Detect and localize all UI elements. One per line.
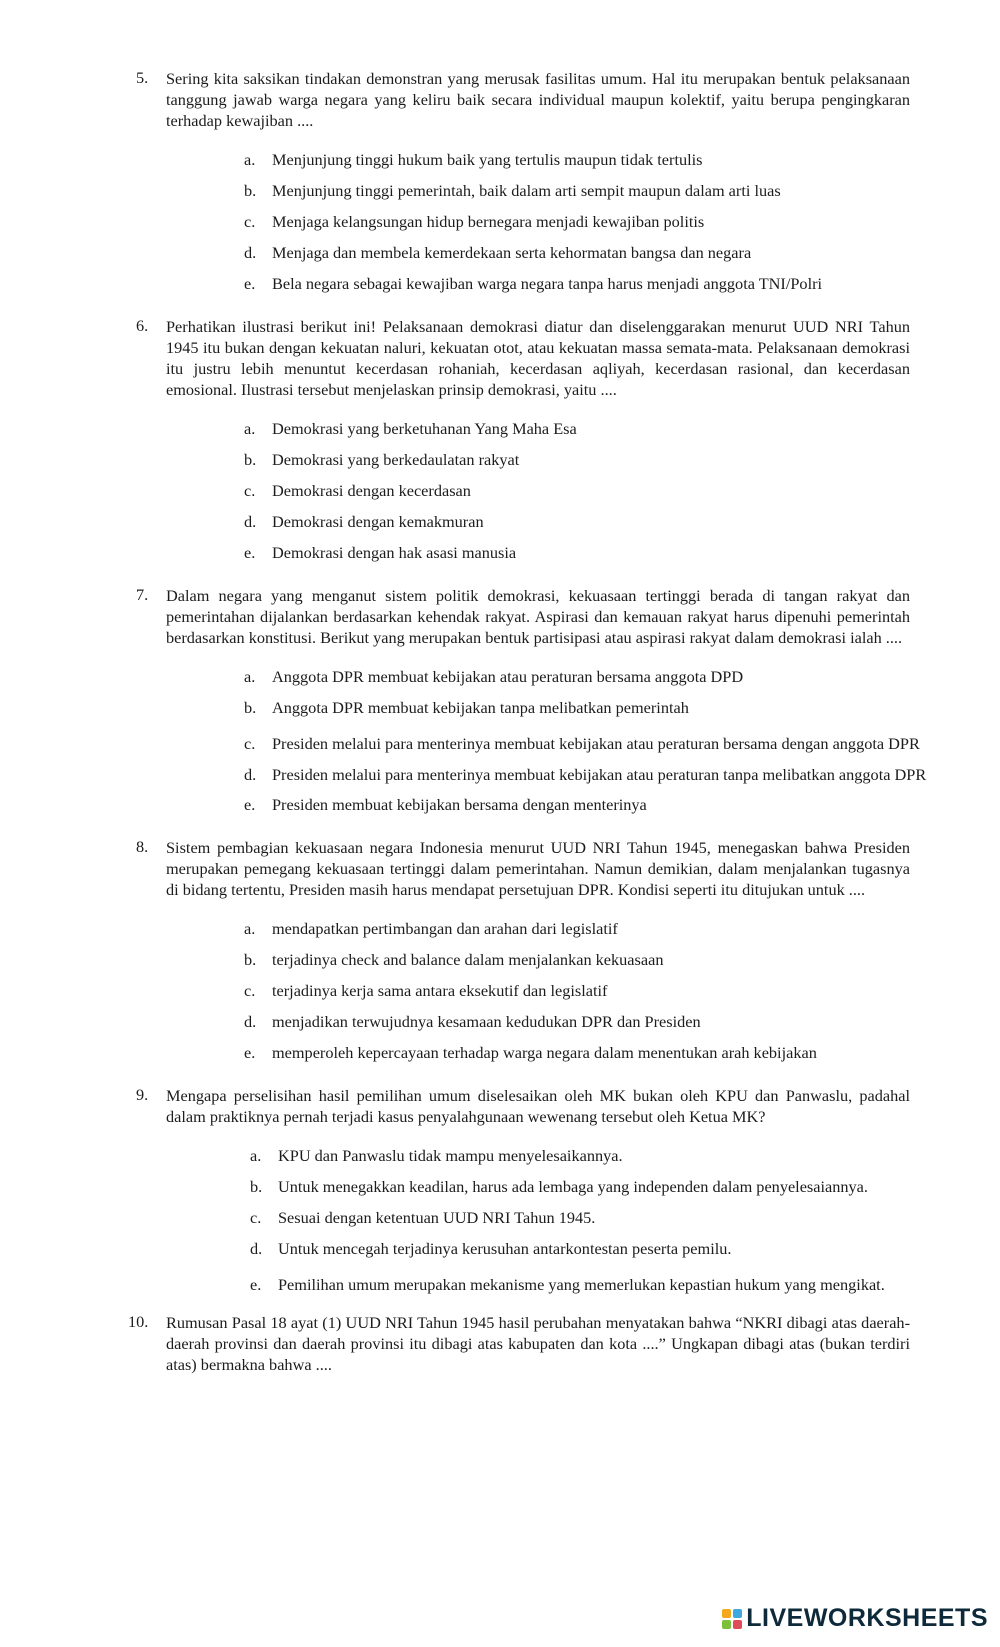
- option-letter: d.: [250, 1239, 263, 1258]
- option-e[interactable]: [244, 273, 940, 294]
- option-text: Untuk mencegah terjadinya kerusuhan antarkontestan peserta pemilu.: [278, 1239, 732, 1258]
- option-text: memperoleh kepercayaan terhadap warga negara dalam menentukan arah kebijakan: [272, 1043, 817, 1062]
- option-a[interactable]: [250, 1145, 940, 1166]
- logo-text: LIVEWORKSHEETS: [746, 1604, 988, 1632]
- option-text: Demokrasi dengan hak asasi manusia: [272, 543, 517, 562]
- question-10: [128, 1312, 910, 1375]
- option-letter: b.: [250, 1177, 263, 1196]
- options-list: [166, 149, 910, 294]
- question-text: Dalam negara yang menganut sistem politik demokrasi, kekuasaan tertinggi berada di tangan rakyat dan pemerintahan dijalankan berdasarkan kehendak rakyat. Aspirasi dan kemauan rakyat harus dipenuhi pemerintah berdasarkan konstitusi. Berikut yang merupakan bentuk partisipasi atau aspirasi rakyat dalam demokrasi ialah ....: [166, 586, 910, 647]
- option-letter: a.: [244, 919, 256, 938]
- option-a[interactable]: [244, 918, 940, 939]
- option-e[interactable]: [244, 1042, 940, 1063]
- options-list: [166, 918, 910, 1063]
- option-b[interactable]: [250, 1176, 940, 1197]
- option-letter: d.: [244, 243, 257, 262]
- option-d[interactable]: [244, 242, 940, 263]
- option-c[interactable]: [244, 728, 940, 759]
- option-letter: c.: [244, 212, 256, 231]
- option-c[interactable]: [244, 980, 940, 1001]
- option-e[interactable]: [250, 1269, 940, 1300]
- option-letter: e.: [250, 1275, 262, 1294]
- option-text: Demokrasi yang berkedaulatan rakyat: [272, 450, 520, 469]
- option-text: Sesuai dengan ketentuan UUD NRI Tahun 1945.: [278, 1208, 596, 1227]
- option-text: KPU dan Panwaslu tidak mampu menyelesaikannya.: [278, 1146, 623, 1165]
- option-letter: c.: [244, 734, 256, 753]
- option-text: Presiden membuat kebijakan bersama dengan menterinya: [272, 795, 647, 814]
- option-c[interactable]: [250, 1207, 940, 1228]
- question-7: [136, 585, 927, 825]
- option-letter: e.: [244, 795, 256, 814]
- question-number: 5.: [136, 68, 149, 87]
- liveworksheets-logo: [722, 1604, 988, 1633]
- option-text: Demokrasi dengan kemakmuran: [272, 512, 484, 531]
- option-letter: c.: [244, 981, 256, 1000]
- question-text: Perhatikan ilustrasi berikut ini! Pelaksanaan demokrasi diatur dan diselenggarakan menurut UUD NRI Tahun 1945 itu bukan dengan kekuatan naluri, kekuatan otot, atau kekuatan massa semata-mata. Pelaksanaan demokrasi itu justru lebih menuntut kecerdasan rohaniah, kecerdasan aqliyah, kecerdasan rasional, dan kecerdasan emosional. Ilustrasi tersebut menjelaskan prinsip demokrasi, yaitu ....: [166, 317, 910, 399]
- option-letter: b.: [244, 450, 257, 469]
- question-6: [138, 316, 910, 573]
- option-b[interactable]: [244, 949, 940, 970]
- question-number: 6.: [136, 316, 149, 335]
- option-a[interactable]: [244, 418, 940, 439]
- question-number: 7.: [136, 585, 149, 604]
- option-letter: e.: [244, 1043, 256, 1062]
- option-text: Anggota DPR membuat kebijakan tanpa melibatkan pemerintah: [272, 698, 689, 717]
- option-text: menjadikan terwujudnya kesamaan kedudukan DPR dan Presiden: [272, 1012, 701, 1031]
- option-text: Menjunjung tinggi hukum baik yang tertulis maupun tidak tertulis: [272, 150, 703, 169]
- option-text: Menjaga kelangsungan hidup bernegara menjadi kewajiban politis: [272, 212, 705, 231]
- question-text: Sering kita saksikan tindakan demonstran yang merusak fasilitas umum. Hal itu merupakan bentuk pelaksanaan tanggung jawab warga negara yang keliru baik secara individual maupun kolektif, yaitu berupa pengingkaran terhadap kewajiban ....: [166, 69, 910, 130]
- option-c[interactable]: [244, 211, 940, 232]
- option-text: Pemilihan umum merupakan mekanisme yang memerlukan kepastian hukum yang mengikat.: [278, 1275, 885, 1294]
- option-letter: b.: [244, 181, 257, 200]
- option-letter: c.: [250, 1208, 262, 1227]
- worksheet-document: [128, 68, 927, 1387]
- option-letter: d.: [244, 765, 257, 784]
- logo-tile: [733, 1620, 742, 1629]
- option-d[interactable]: [250, 1238, 940, 1259]
- question-5: [138, 68, 910, 304]
- option-b[interactable]: [244, 449, 940, 470]
- options-list: [166, 666, 927, 815]
- logo-tile: [733, 1609, 742, 1618]
- option-text: Demokrasi yang berketuhanan Yang Maha Esa: [272, 419, 577, 438]
- option-letter: c.: [244, 481, 256, 500]
- option-a[interactable]: [244, 149, 940, 170]
- question-9: [138, 1085, 910, 1300]
- option-letter: b.: [244, 698, 257, 717]
- option-e[interactable]: [244, 794, 940, 815]
- option-text: terjadinya check and balance dalam menjalankan kekuasaan: [272, 950, 664, 969]
- option-e[interactable]: [244, 542, 940, 563]
- option-d[interactable]: [244, 759, 940, 790]
- option-text: terjadinya kerja sama antara eksekutif dan legislatif: [272, 981, 608, 1000]
- option-letter: a.: [250, 1146, 262, 1165]
- option-text: Anggota DPR membuat kebijakan atau peraturan bersama anggota DPD: [272, 667, 744, 686]
- option-a[interactable]: [244, 666, 940, 687]
- logo-tile: [722, 1609, 731, 1618]
- question-text: Mengapa perselisihan hasil pemilihan umum diselesaikan oleh MK bukan oleh KPU dan Panwaslu, padahal dalam praktiknya pernah terjadi kasus penyalahgunaan wewenang tersebut oleh Ketua MK?: [166, 1086, 910, 1126]
- option-text: Bela negara sebagai kewajiban warga negara tanpa harus menjadi anggota TNI/Polri: [272, 274, 823, 293]
- option-text: Menjunjung tinggi pemerintah, baik dalam arti sempit maupun dalam arti luas: [272, 181, 781, 200]
- option-b[interactable]: [244, 180, 940, 201]
- option-letter: d.: [244, 1012, 257, 1031]
- option-text: Demokrasi dengan kecerdasan: [272, 481, 471, 500]
- option-letter: e.: [244, 543, 256, 562]
- logo-tile: [722, 1620, 731, 1629]
- option-c[interactable]: [244, 480, 940, 501]
- question-number: 10.: [128, 1312, 149, 1331]
- question-number: 9.: [136, 1085, 149, 1104]
- options-list: [166, 418, 910, 563]
- option-letter: b.: [244, 950, 257, 969]
- question-text: Rumusan Pasal 18 ayat (1) UUD NRI Tahun 1945 hasil perubahan menyatakan bahwa “NKRI dibagi atas daerah-daerah provinsi dan daerah provinsi itu dibagi atas kabupaten dan kota ....” Ungkapan dibagi atas (bukan terdiri atas) bermakna bahwa ....: [166, 1313, 910, 1374]
- option-letter: d.: [244, 512, 257, 531]
- option-letter: a.: [244, 150, 256, 169]
- option-letter: e.: [244, 274, 256, 293]
- question-text: Sistem pembagian kekuasaan negara Indonesia menurut UUD NRI Tahun 1945, menegaskan bahwa Presiden merupakan pemegang kekuasaan tertinggi dalam pemerintahan. Namun demikian, dalam menjalankan tugasnya di bidang tertentu, Presiden masih harus mendapat persetujuan DPR. Kondisi seperti itu ditujukan untuk ....: [166, 838, 910, 899]
- option-b[interactable]: [244, 697, 940, 718]
- option-d[interactable]: [244, 511, 940, 532]
- option-text: mendapatkan pertimbangan dan arahan dari legislatif: [272, 919, 618, 938]
- question-8: [138, 837, 910, 1073]
- option-d[interactable]: [244, 1011, 940, 1032]
- option-text: Menjaga dan membela kemerdekaan serta kehormatan bangsa dan negara: [272, 243, 752, 262]
- option-letter: a.: [244, 419, 256, 438]
- option-text: Presiden melalui para menterinya membuat kebijakan atau peraturan bersama dengan anggota DPR: [272, 734, 920, 753]
- option-letter: a.: [244, 667, 256, 686]
- option-text: Presiden melalui para menterinya membuat kebijakan atau peraturan tanpa melibatkan anggota DPR: [272, 765, 927, 784]
- question-number: 8.: [136, 837, 149, 856]
- option-text: Untuk menegakkan keadilan, harus ada lembaga yang independen dalam penyelesaiannya.: [278, 1177, 868, 1196]
- options-list: [166, 1145, 910, 1300]
- logo-mark-icon: [722, 1609, 742, 1629]
